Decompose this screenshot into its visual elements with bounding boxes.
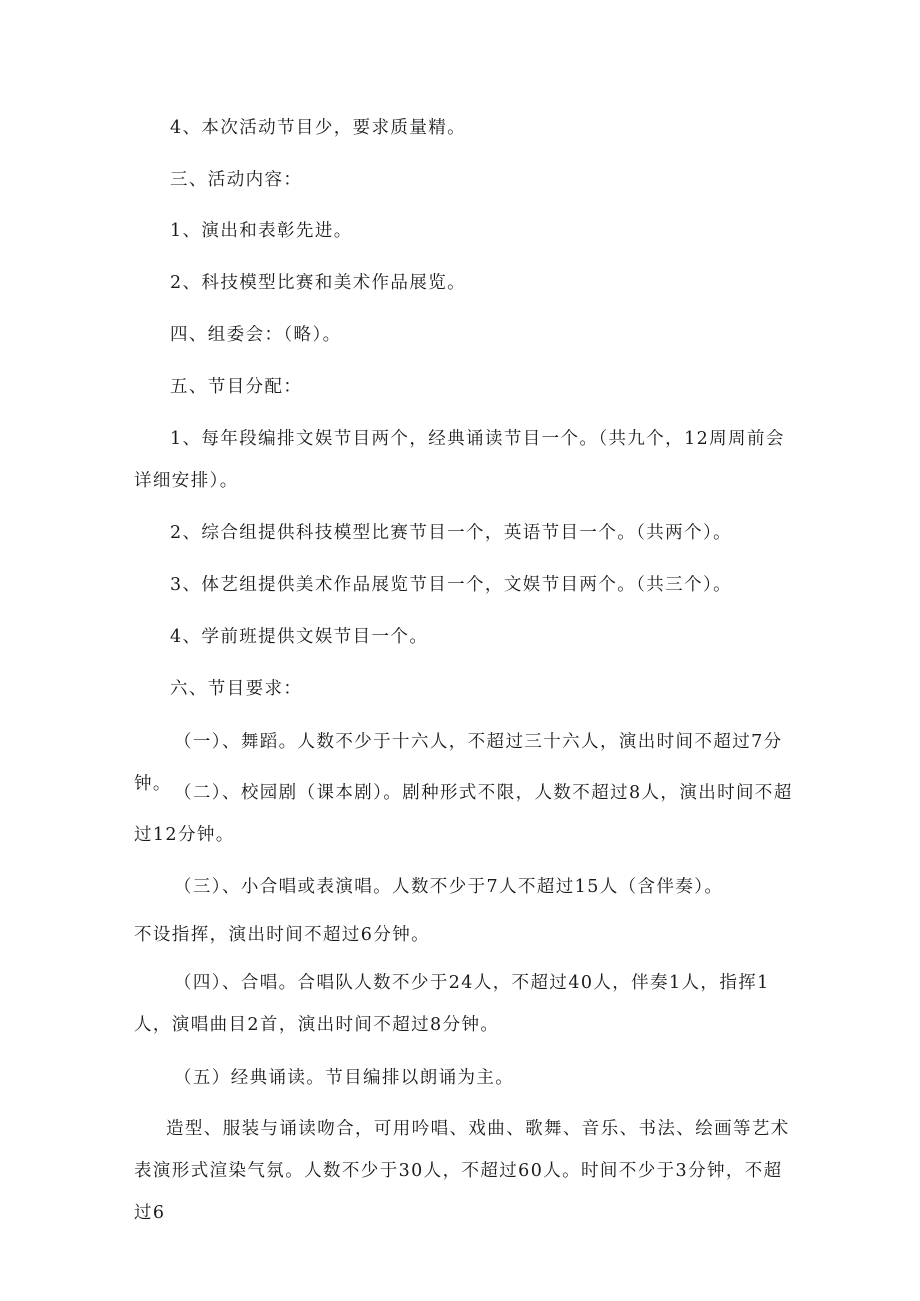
paragraph-requirement-drama: （二）、校园剧（课本剧）。剧种形式不限，人数不超过8人，演出时间不超过12分钟。 xyxy=(134,783,793,845)
paragraph-allocation-preschool: 4、学前班提供文娱节目一个。 xyxy=(170,627,429,647)
paragraph-item-4-quality: 4、本次活动节目少，要求质量精。 xyxy=(170,118,467,138)
paragraph-allocation-grades: 1、每年段编排文娱节目两个，经典诵读节目一个。（共九个，12周周前会详细安排）。 xyxy=(134,429,785,491)
paragraph-requirement-dance: （一）、舞蹈。人数不少于十六人，不超过三十六人，演出时间不超过7分钟。 xyxy=(134,732,783,794)
paragraph-item-1-performance: 1、演出和表彰先进。 xyxy=(170,221,353,241)
paragraph-requirement-chorus: （四）、合唱。合唱队人数不少于24人，不超过40人，伴奏1人，指挥1人，演唱曲目2首，演出时间不超过8分钟。 xyxy=(134,973,770,1035)
paragraph-requirement-small-chorus-cont: 不设指挥，演出时间不超过6分钟。 xyxy=(134,925,431,945)
paragraph-requirement-small-chorus: （三）、小合唱或表演唱。人数不少于7人不超过15人（含伴奏）。 xyxy=(174,877,724,897)
paragraph-allocation-arts-sports: 3、体艺组提供美术作品展览节目一个，文娱节目两个。（共三个）。 xyxy=(170,575,733,595)
section-heading-activity-content: 三、活动内容： xyxy=(170,170,303,190)
paragraph-requirement-recitation: （五）经典诵读。节目编排以朗诵为主。 xyxy=(174,1068,515,1088)
section-heading-program-requirements: 六、节目要求： xyxy=(170,679,303,699)
paragraph-allocation-comprehensive: 2、综合组提供科技模型比赛节目一个，英语节目一个。（共两个）。 xyxy=(170,523,733,543)
paragraph-item-2-exhibition: 2、科技模型比赛和美术作品展览。 xyxy=(170,273,467,293)
paragraph-requirement-recitation-detail: 造型、服装与诵读吻合，可用吟唱、戏曲、歌舞、音乐、书法、绘画等艺术表演形式渲染气氛。人数不少于30人，不超过60人。时间不少于3分钟，不超过6 xyxy=(134,1119,790,1223)
section-heading-committee: 四、组委会：（略）。 xyxy=(170,325,342,345)
section-heading-program-allocation: 五、节目分配： xyxy=(170,377,303,397)
